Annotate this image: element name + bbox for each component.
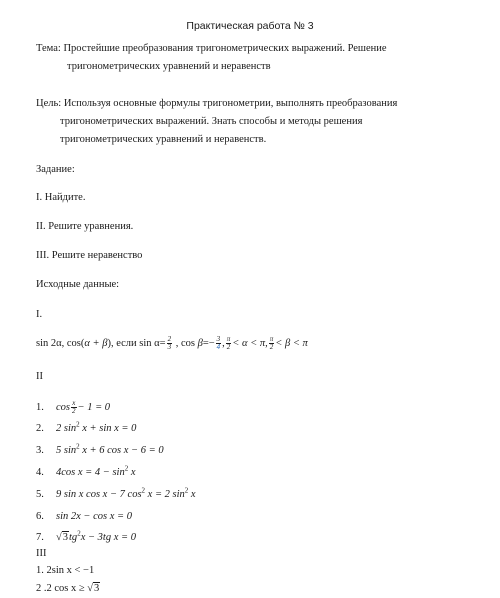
- eq-part: x = 2 sin: [145, 489, 185, 500]
- eq-part: − 1 = 0: [77, 401, 111, 413]
- goal-line2: тригонометрических выражений. Знать способы и методы решения: [60, 116, 363, 127]
- eq-part: x + 6 cos x − 6 = 0: [79, 445, 164, 456]
- eq-part: x: [188, 489, 196, 500]
- radicand: 3: [62, 532, 69, 543]
- eq-sup: 2: [76, 442, 80, 451]
- eq-number: 3.: [36, 445, 44, 456]
- radicand: 3: [94, 583, 100, 594]
- frac-den: 3: [167, 343, 172, 351]
- eq-part: x + sin x = 0: [79, 423, 137, 434]
- eq-number: 4.: [36, 467, 44, 478]
- eq-number: 5.: [36, 489, 44, 500]
- eq-sup: 2: [77, 529, 81, 538]
- equation-7: [36, 531, 136, 545]
- eq-part: x − 3tg x = 0: [80, 532, 136, 543]
- topic-paragraph: [36, 40, 476, 76]
- topic-line1: Простейшие преобразования тригонометрических выражений. Решение: [63, 43, 387, 54]
- eq-part: 5 sin: [56, 445, 77, 456]
- expr-part: < β < π: [275, 337, 308, 349]
- task-item-3: III. Решите неравенство: [36, 250, 143, 261]
- ineq-part: 2 .2 cos x ≥: [36, 583, 88, 594]
- eq-sup: 2: [124, 464, 129, 473]
- eq-sup: 2: [141, 486, 146, 495]
- sqrt-sign: √3: [56, 532, 69, 543]
- eq-sup: 2: [76, 420, 80, 429]
- expr-var: α + β: [84, 337, 108, 349]
- expr-part: sin 2α, cos(: [36, 337, 85, 349]
- eq-part: 2 sin: [56, 423, 77, 434]
- goal-paragraph: [36, 95, 476, 149]
- frac-num: x: [72, 399, 76, 407]
- fraction: [167, 336, 173, 351]
- eq-part: cos: [56, 401, 70, 413]
- source-heading: Исходные данные:: [36, 279, 120, 290]
- section1-expression: [36, 336, 308, 351]
- eq-part: sin 2x − cos x = 0: [56, 511, 132, 522]
- eq-sup: 2: [184, 486, 189, 495]
- eq-number: 6.: [36, 511, 44, 522]
- frac-num: 3: [216, 335, 221, 343]
- expr-part: , cos: [173, 337, 198, 349]
- equation-4: [36, 466, 136, 480]
- frac-num: 2: [167, 335, 172, 343]
- expr-part: =−: [202, 337, 215, 349]
- frac-num: π: [269, 335, 274, 343]
- expr-part: ), если sin α=: [107, 337, 166, 349]
- fraction: [269, 336, 275, 351]
- equation-5: [36, 488, 196, 502]
- inequality-1: 1. 2sin x < −1: [36, 565, 95, 576]
- frac-den: 2: [226, 343, 231, 351]
- topic-label: Тема:: [36, 43, 61, 54]
- equation-6: [36, 510, 132, 524]
- eq-part: tg: [69, 532, 78, 543]
- section2-label: II: [36, 371, 43, 382]
- fraction: [216, 336, 222, 351]
- eq-part: 9 sin x cos x − 7 cos: [56, 489, 142, 500]
- section1-label: I.: [36, 309, 43, 320]
- section3-label: III: [36, 548, 47, 559]
- goal-line3: тригонометрических уравнений и неравенств.: [60, 134, 267, 145]
- frac-den: 2: [269, 343, 274, 351]
- equation-1: [36, 400, 110, 415]
- equation-3: [36, 444, 164, 458]
- task-item-2: II. Решите уравнения.: [36, 221, 134, 232]
- frac-den: 2: [72, 407, 76, 415]
- sqrt-sign: √3: [87, 583, 100, 594]
- expr-part: ,: [222, 337, 225, 349]
- eq-number: 1.: [36, 401, 44, 413]
- eq-part: 4cos x = 4 − sin: [56, 467, 125, 478]
- fraction: [71, 400, 77, 415]
- topic-line2: тригонометрических уравнений и неравенств: [67, 61, 271, 72]
- task-item-1: I. Найдите.: [36, 192, 86, 203]
- inequality-2: [36, 582, 100, 596]
- goal-line1: Используя основные формулы тригонометрии, выполнять преобразования: [63, 98, 398, 109]
- expr-var: β: [197, 337, 203, 349]
- eq-part: x: [128, 467, 136, 478]
- expr-part: < α < π,: [232, 337, 268, 349]
- equation-2: [36, 422, 136, 436]
- page-title: Практическая работа № 3: [186, 20, 314, 32]
- fraction: [226, 336, 232, 351]
- eq-number: 2.: [36, 423, 44, 434]
- frac-den: 4: [216, 343, 221, 351]
- frac-num: π: [226, 335, 231, 343]
- eq-number: 7.: [36, 532, 44, 543]
- task-heading: Задание:: [36, 164, 75, 175]
- goal-label: Цель:: [36, 98, 62, 109]
